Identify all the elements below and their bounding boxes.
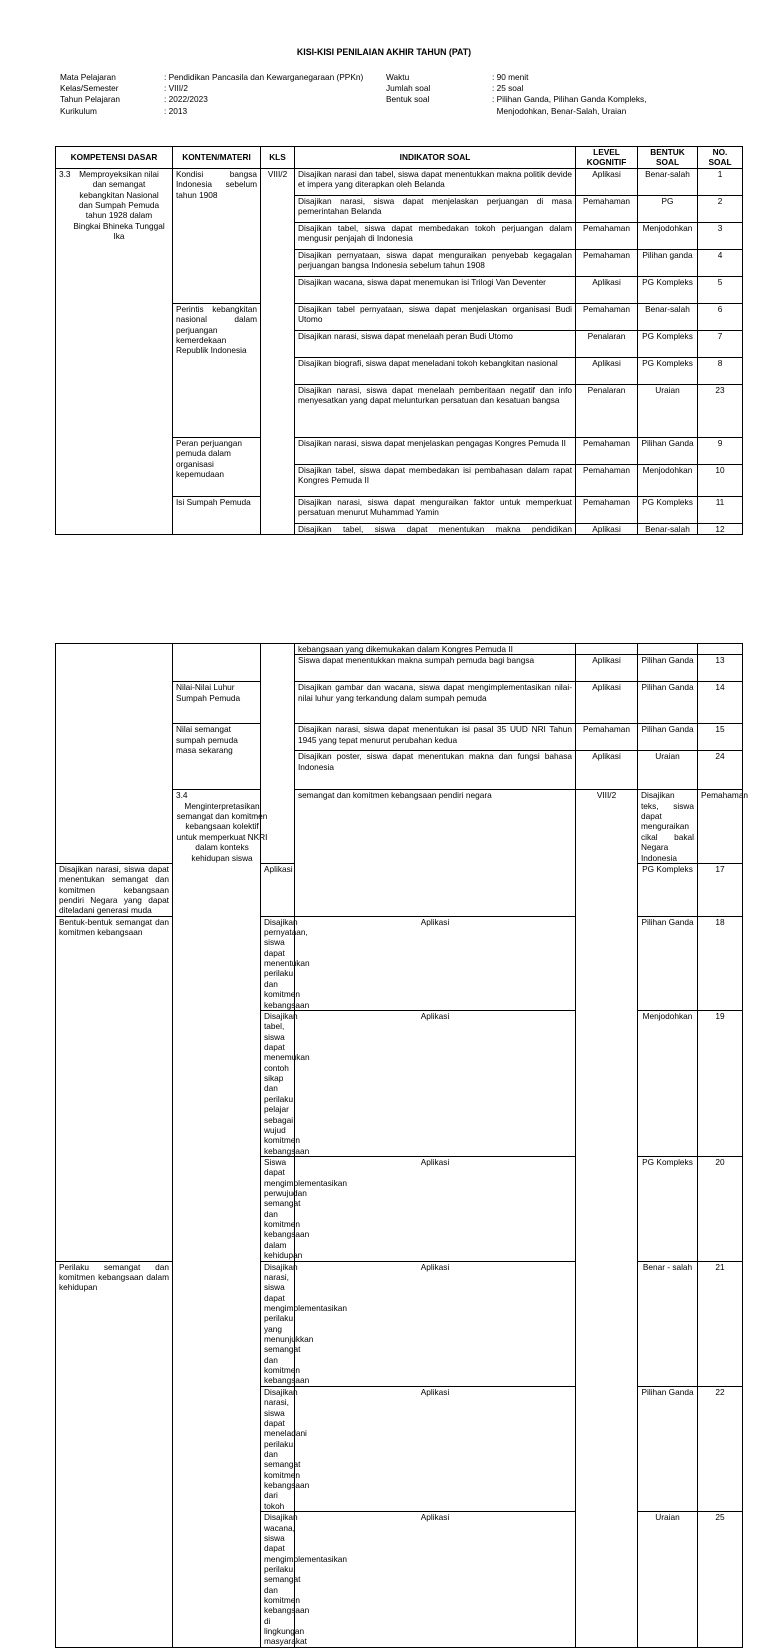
no-cell: 24 (698, 751, 743, 790)
header-no: NO. SOAL (698, 147, 743, 169)
indikator-cell: Disajikan narasi, siswa dapat menentukan isi pasal 35 UUD NRI Tahun 1945 yang tepat menurut perubahan kedua (295, 724, 576, 751)
level-cell: Aplikasi (576, 169, 638, 196)
no-cell: 5 (698, 277, 743, 304)
indikator-cell: Disajikan narasi, siswa dapat menelaah pemberitaan negatif dan info menyesatkan yang dapat melunturkan persatuan dan kesatuan bangsa (295, 385, 576, 438)
table-row (56, 1261, 743, 1386)
meta-value: : VIII/2 (164, 83, 188, 94)
level-cell: Pemahaman (576, 250, 638, 277)
konten-cell: Bentuk-bentuk semangat dan komitmen kebangsaan (56, 916, 173, 1261)
indikator-cell: Disajikan pernyataan, siswa dapat menentukan perilaku dan komitmen kebangsaan (261, 916, 295, 1010)
table-row (56, 169, 743, 196)
indikator-cell: Disajikan tabel, siswa dapat membedakan isi pembahasan dalam rapat Kongres Pemuda II (295, 465, 576, 497)
header-kd: KOMPETENSI DASAR (56, 147, 173, 169)
level-cell: Aplikasi (295, 1261, 576, 1386)
no-cell: 11 (698, 497, 743, 524)
header-level: LEVEL KOGNITIF (576, 147, 638, 169)
no-cell: 22 (698, 1386, 743, 1511)
no-cell: 18 (698, 916, 743, 1010)
bentuk-cell: Uraian (638, 1512, 698, 1648)
document-title: KISI-KISI PENILAIAN AKHIR TAHUN (PAT) (296, 47, 472, 57)
indikator-cell: Disajikan narasi, siswa dapat menjelaskan perjuangan di masa pemerintahan Belanda (295, 196, 576, 223)
meta-label: Waktu (386, 72, 410, 82)
level-cell: Aplikasi (295, 916, 576, 1010)
level-cell: Pemahaman (576, 724, 638, 751)
indikator-cell: Disajikan narasi, siswa dapat menjelaskan pengagas Kongres Pemuda II (295, 438, 576, 465)
kd-text: Menginterpretasikan semangat dan komitmen kebangsaan kolektif untuk memperkuat NKRI dalam konteks kehidupan siswa (176, 800, 268, 863)
no-cell: 1 (698, 169, 743, 196)
meta-label: Jumlah soal (386, 83, 431, 94)
indikator-cell: Disajikan tabel, siswa dapat menemukan contoh sikap dan perilaku pelajar sebagai wujud komitmen kebangsaan (261, 1010, 295, 1156)
meta-value: Menjodohkan, Benar-Salah, Uraian (492, 105, 627, 116)
no-cell: 25 (698, 1512, 743, 1648)
bentuk-cell: Pilihan Ganda (638, 1386, 698, 1511)
level-cell: Pemahaman (698, 790, 743, 864)
bentuk-cell: Pilihan ganda (638, 250, 698, 277)
table-row (56, 644, 743, 655)
level-cell: Pemahaman (576, 497, 638, 524)
meta-label: Mata Pelajaran (60, 72, 116, 82)
no-cell: 21 (698, 1261, 743, 1386)
bentuk-cell: Pilihan Ganda (638, 916, 698, 1010)
no-cell (698, 644, 743, 655)
table-header-row (56, 147, 743, 169)
bentuk-cell: PG (638, 196, 698, 223)
konten-cell: Nilai-Nilai Luhur Sumpah Pemuda (173, 682, 261, 724)
bentuk-cell: PG Kompleks (638, 1156, 698, 1261)
bentuk-cell: PG Kompleks (638, 863, 698, 916)
konten-cell: Perilaku semangat dan komitmen kebangsaan dalam kehidupan (56, 1261, 173, 1647)
kls-cell: VIII/2 (261, 169, 295, 535)
no-cell: 19 (698, 1010, 743, 1156)
meta-value: : 2022/2023 (164, 94, 208, 105)
no-cell: 6 (698, 304, 743, 331)
level-cell: Pemahaman (576, 223, 638, 250)
no-cell: 20 (698, 1156, 743, 1261)
indikator-cell: Disajikan narasi, siswa dapat menelaah peran Budi Utomo (295, 331, 576, 358)
indikator-cell: Disajikan wacana, siswa dapat menemukan isi Trilogi Van Deventer (295, 277, 576, 304)
kisi-kisi-table (55, 146, 743, 535)
level-cell: Aplikasi (576, 655, 638, 682)
level-cell: Penalaran (576, 331, 638, 358)
bentuk-cell: Pilihan Ganda (638, 682, 698, 724)
header-indikator: INDIKATOR SOAL (295, 147, 576, 169)
meta-label: Bentuk soal (386, 94, 430, 105)
level-cell: Aplikasi (295, 1010, 576, 1156)
no-cell: 12 (698, 524, 743, 535)
bentuk-cell: Benar - salah (638, 1261, 698, 1386)
indikator-cell: Disajikan poster, siswa dapat menentukan makna dan fungsi bahasa Indonesia (295, 751, 576, 790)
level-cell (576, 644, 638, 655)
bentuk-cell: Pilihan Ganda (638, 655, 698, 682)
level-cell: Penalaran (576, 385, 638, 438)
bentuk-cell (638, 644, 698, 655)
level-cell: Pemahaman (576, 465, 638, 497)
no-cell: 7 (698, 331, 743, 358)
bentuk-cell: PG Kompleks (638, 331, 698, 358)
indikator-cell: Disajikan narasi, siswa dapat menguraikan faktor untuk memperkuat persatuan menurut Muhammad Yamin (295, 497, 576, 524)
level-cell: Pemahaman (576, 196, 638, 223)
level-cell: Aplikasi (295, 1386, 576, 1511)
bentuk-cell: Benar-salah (638, 304, 698, 331)
header-bentuk: BENTUK SOAL (638, 147, 698, 169)
meta-label: Kurikulum (60, 105, 97, 116)
indikator-cell: Disajikan gambar dan wacana, siswa dapat mengimplementasikan nilai-nilai luhur yang terkandung dalam sumpah pemuda (295, 682, 576, 724)
no-cell: 9 (698, 438, 743, 465)
indikator-cell: Disajikan narasi, siswa dapat meneladani perilaku dan semangat komitmen kebangsaan dari tokoh (261, 1386, 295, 1511)
meta-value: : 2013 (164, 105, 188, 116)
bentuk-cell: PG Kompleks (638, 277, 698, 304)
no-cell: 23 (698, 385, 743, 438)
no-cell: 15 (698, 724, 743, 751)
indikator-cell: Disajikan biografi, siswa dapat meneladani tokoh kebangkitan nasional (295, 358, 576, 385)
level-cell: Aplikasi (576, 358, 638, 385)
indikator-cell: Disajikan narasi, siswa dapat menentukan semangat dan komitmen kebangsaan pendiri Negara yang dapat diteladani generasi muda (56, 863, 173, 916)
bentuk-cell: Menjodohkan (638, 223, 698, 250)
kd-cell (173, 790, 268, 1647)
no-cell: 17 (698, 863, 743, 916)
konten-cell: Nilai semangat sumpah pemuda masa sekarang (173, 724, 261, 790)
no-cell: 13 (698, 655, 743, 682)
konten-cell: Perintis kebangkitan nasional dalam perjuangan kemerdekaan Republik Indonesia (173, 304, 261, 438)
meta-value: : Pilihan Ganda, Pilihan Ganda Kompleks, (492, 94, 647, 105)
bentuk-cell: Menjodohkan (638, 465, 698, 497)
level-cell: Aplikasi (295, 1512, 576, 1648)
kd-text: Memproyeksikan nilai dan semangat kebangkitan Nasional dan Sumpah Pemuda tahun 1928 dalam Bingkai Bhineka Tunggal Ika (73, 169, 165, 242)
konten-cell: Peran perjuangan pemuda dalam organisasi kepemudaan (173, 438, 261, 497)
level-cell: Aplikasi (261, 863, 295, 916)
kd-number: 3.3 (59, 169, 71, 179)
table-row (56, 916, 743, 1010)
meta-value: : 90 menit (492, 72, 529, 82)
level-cell: Pemahaman (576, 438, 638, 465)
indikator-cell: Disajikan tabel pernyataan, siswa dapat menjelaskan organisasi Budi Utomo (295, 304, 576, 331)
level-cell: Aplikasi (295, 1156, 576, 1261)
no-cell: 10 (698, 465, 743, 497)
bentuk-cell: Uraian (638, 385, 698, 438)
header-kls: KLS (261, 147, 295, 169)
header-konten: KONTEN/MATERI (173, 147, 261, 169)
bentuk-cell: Pilihan Ganda (638, 438, 698, 465)
kd-cell (56, 169, 173, 535)
kisi-kisi-table-continued (55, 643, 749, 1648)
indikator-cell: Disajikan narasi dan tabel, siswa dapat menentukkan makna politik devide et impera yang diterapkan oleh Belanda (295, 169, 576, 196)
level-cell: Aplikasi (576, 682, 638, 724)
bentuk-cell: PG Kompleks (638, 358, 698, 385)
kd-cell (56, 644, 173, 864)
konten-cell: Kondisi bangsa Indonesia sebelum tahun 1908 (173, 169, 261, 304)
indikator-cell: Disajikan tabel, siswa dapat membedakan tokoh perjuangan dalam mengusir penjajah di Indonesia (295, 223, 576, 250)
bentuk-cell: PG Kompleks (638, 497, 698, 524)
level-cell: Pemahaman (576, 304, 638, 331)
bentuk-cell: Pilihan Ganda (638, 724, 698, 751)
indikator-cell: Siswa dapat mengimplementasikan perwujudan semangat dan komitmen kebangsaan dalam kehidupan (261, 1156, 295, 1261)
indikator-cell: Disajikan tabel, siswa dapat menentukan makna pendidikan (295, 524, 576, 535)
no-cell: 8 (698, 358, 743, 385)
no-cell: 3 (698, 223, 743, 250)
no-cell: 4 (698, 250, 743, 277)
indikator-cell: Disajikan pernyataan, siswa dapat menguraikan penyebab kegagalan perjuangan bangsa Indonesia sebelum tahun 1908 (295, 250, 576, 277)
level-cell: Aplikasi (576, 751, 638, 790)
konten-cell: Isi Sumpah Pemuda (173, 497, 261, 535)
meta-label: Kelas/Semester (60, 83, 119, 94)
kls-cell: VIII/2 (576, 790, 638, 1647)
meta-value: : Pendidikan Pancasila dan Kewarganegaraan (PPKn) (164, 72, 364, 82)
level-cell: Aplikasi (576, 524, 638, 535)
document-meta (60, 72, 700, 117)
indikator-cell: Siswa dapat menentukkan makna sumpah pemuda bagi bangsa (295, 655, 576, 682)
konten-cell (173, 644, 261, 682)
konten-cell: semangat dan komitmen kebangsaan pendiri negara (295, 790, 576, 916)
bentuk-cell: Menjodohkan (638, 1010, 698, 1156)
indikator-cell: kebangsaan yang dikemukakan dalam Kongres Pemuda II (295, 644, 576, 655)
level-cell: Aplikasi (576, 277, 638, 304)
no-cell: 2 (698, 196, 743, 223)
indikator-cell: Disajikan teks, siswa dapat menguraikan cikal bakal Negara Indonesia (638, 790, 698, 864)
meta-label: Tahun Pelajaran (60, 94, 120, 105)
indikator-cell: Disajikan narasi, siswa dapat mengimplementasikan perilaku yang menunjukkan semangat dan komitmen kebangsaan (261, 1261, 295, 1386)
no-cell: 14 (698, 682, 743, 724)
meta-value: : 25 soal (492, 83, 524, 94)
bentuk-cell: Benar-salah (638, 169, 698, 196)
kd-number: 3.4 (176, 790, 188, 801)
indikator-cell: Disajikan wacana, siswa dapat mengimplementasikan perilaku semangat dan komitmen kebangsaan di lingkungan masyarakat (261, 1512, 295, 1648)
bentuk-cell: Uraian (638, 751, 698, 790)
bentuk-cell: Benar-salah (638, 524, 698, 535)
